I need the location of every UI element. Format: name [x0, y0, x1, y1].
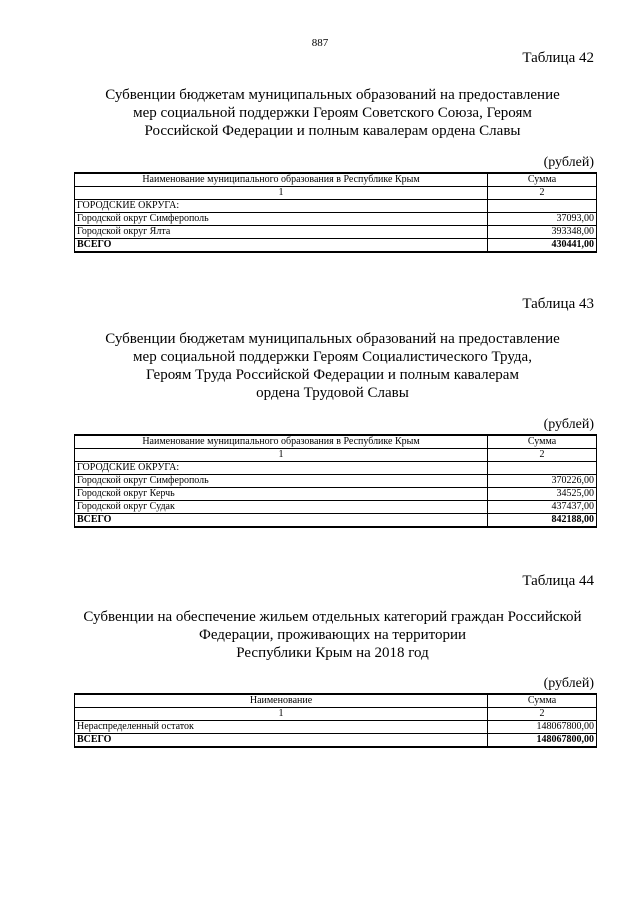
column-number-row	[75, 187, 597, 200]
column-number: 1	[75, 187, 488, 200]
total-row	[75, 239, 597, 253]
row-name: ГОРОДСКИЕ ОКРУГА:	[75, 462, 488, 475]
row-value: 148067800,00	[488, 721, 597, 734]
page-number: 887	[311, 37, 329, 49]
row-name: Городской округ Керчь	[75, 488, 488, 501]
row-value: 34525,00	[488, 488, 597, 501]
unit-label: (рублей)	[543, 417, 594, 432]
row-name: Нераспределенный остаток	[75, 721, 488, 734]
column-number: 2	[488, 708, 597, 721]
column-number-row	[75, 708, 597, 721]
data-table	[74, 172, 597, 253]
column-header-sum: Сумма	[488, 173, 597, 187]
table-title	[60, 608, 605, 662]
row-value: 437437,00	[488, 501, 597, 514]
row-value: 370226,00	[488, 475, 597, 488]
column-header-name: Наименование	[75, 694, 488, 708]
table-row	[75, 475, 597, 488]
table-row	[75, 213, 597, 226]
row-name: Городской округ Судак	[75, 501, 488, 514]
table-label: Таблица 43	[522, 296, 594, 312]
unit-label: (рублей)	[543, 676, 594, 691]
row-value	[488, 200, 597, 213]
header-row	[75, 173, 597, 187]
table-label: Таблица 44	[522, 573, 594, 589]
table-title	[60, 86, 605, 140]
row-value: 393348,00	[488, 226, 597, 239]
unit-label: (рублей)	[543, 155, 594, 170]
total-label: ВСЕГО	[75, 239, 488, 253]
row-name: Городской округ Симферополь	[75, 475, 488, 488]
title-line: мер социальной поддержки Героям Советского Союза, Героям	[133, 105, 532, 121]
title-line: Российской Федерации и полным кавалерам ордена Славы	[144, 123, 521, 139]
total-value: 148067800,00	[488, 734, 597, 748]
table-row	[75, 462, 597, 475]
title-line: Субвенции на обеспечение жильем отдельных категорий граждан Российской	[83, 609, 582, 625]
column-number: 2	[488, 187, 597, 200]
table-row	[75, 226, 597, 239]
column-header-name: Наименование муниципального образования в Республике Крым	[75, 435, 488, 449]
column-number: 1	[75, 449, 488, 462]
total-value: 430441,00	[488, 239, 597, 253]
total-value: 842188,00	[488, 514, 597, 528]
table-label: Таблица 42	[522, 50, 594, 66]
title-line: Республики Крым на 2018 год	[236, 645, 429, 661]
total-row	[75, 734, 597, 748]
title-line: Субвенции бюджетам муниципальных образований на предоставление	[105, 331, 560, 347]
column-number: 1	[75, 708, 488, 721]
column-header-sum: Сумма	[488, 694, 597, 708]
header-row	[75, 694, 597, 708]
total-label: ВСЕГО	[75, 734, 488, 748]
table-row	[75, 488, 597, 501]
header-row	[75, 435, 597, 449]
title-line: мер социальной поддержки Героям Социалистического Труда,	[133, 349, 532, 365]
column-number-row	[75, 449, 597, 462]
table-row	[75, 200, 597, 213]
table-title	[60, 330, 605, 402]
title-line: ордена Трудовой Славы	[256, 385, 409, 401]
column-number: 2	[488, 449, 597, 462]
data-table	[74, 693, 597, 748]
table-row	[75, 501, 597, 514]
total-label: ВСЕГО	[75, 514, 488, 528]
title-line: Субвенции бюджетам муниципальных образований на предоставление	[105, 87, 560, 103]
column-header-sum: Сумма	[488, 435, 597, 449]
title-line: Героям Труда Российской Федерации и полным кавалерам	[146, 367, 519, 383]
data-table	[74, 434, 597, 528]
column-header-name: Наименование муниципального образования в Республике Крым	[75, 173, 488, 187]
row-name: Городской округ Симферополь	[75, 213, 488, 226]
row-value: 37093,00	[488, 213, 597, 226]
title-line: Федерации, проживающих на территории	[198, 627, 467, 643]
total-row	[75, 514, 597, 528]
row-value	[488, 462, 597, 475]
row-name: ГОРОДСКИЕ ОКРУГА:	[75, 200, 488, 213]
row-name: Городской округ Ялта	[75, 226, 488, 239]
table-row	[75, 721, 597, 734]
